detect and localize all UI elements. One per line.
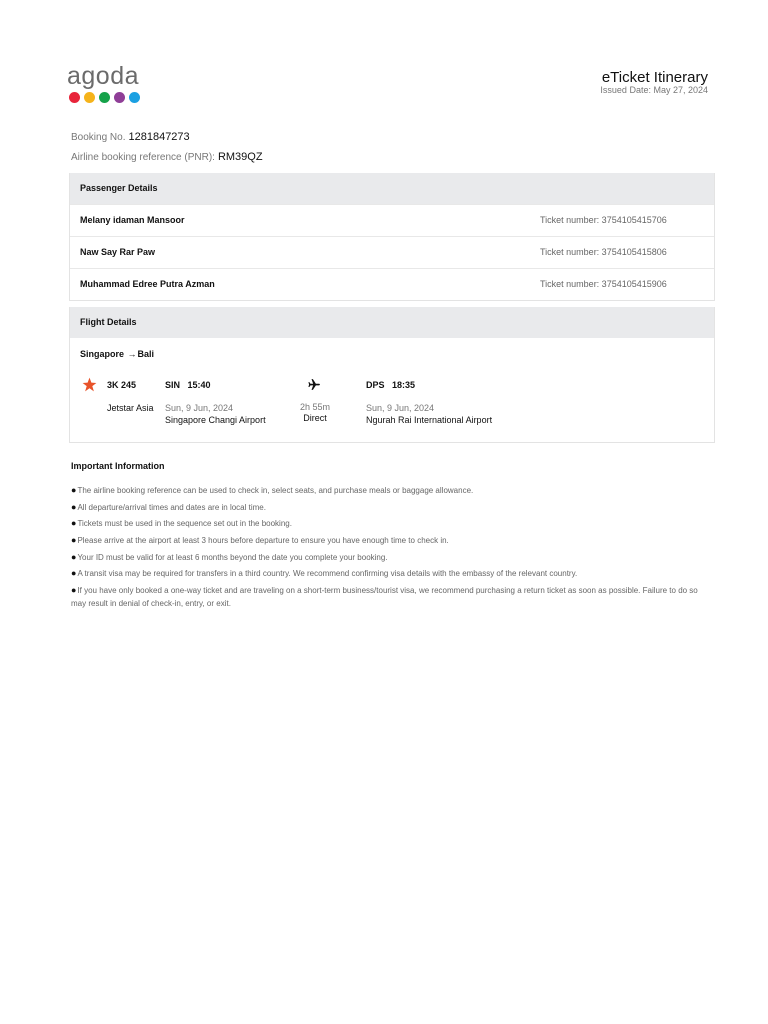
pnr (71, 151, 263, 163)
departure-code-time: SIN 15:40 (165, 380, 211, 390)
flight-details-heading: Flight Details (70, 307, 714, 338)
list-item (71, 584, 701, 610)
info-text: Tickets must be used in the sequence set out in the booking. (77, 519, 292, 529)
bullet-icon: ● (71, 518, 77, 529)
logo-dot-green (99, 92, 110, 103)
flight-number: 3K 245 (107, 380, 137, 390)
list-item (71, 567, 701, 581)
bullet-icon: ● (71, 535, 77, 546)
bullet-icon: ● (71, 501, 77, 512)
info-text: If you have only booked a one-way ticket and are traveling on a short-term business/tourist visa, we recommend purchasing a return ticket as soon as possible. Failure to do so may result in denial of check-in, entry, or exit. (71, 586, 698, 608)
important-info-heading: Important Information (71, 461, 165, 471)
list-item (71, 484, 701, 498)
logo-dot-red (69, 92, 80, 103)
passenger-row (70, 268, 714, 300)
route-destination: Bali (137, 349, 155, 359)
logo-text: agoda (67, 62, 140, 90)
list-item (71, 517, 701, 531)
booking-number (71, 131, 190, 143)
passenger-name: Naw Say Rar Paw (80, 247, 156, 257)
booking-number-value: 1281847273 (128, 131, 190, 143)
flight-duration: 2h 55m (299, 402, 331, 412)
route-origin: Singapore (80, 349, 125, 359)
passenger-name: Muhammad Edree Putra Azman (80, 279, 215, 289)
list-item (71, 551, 701, 565)
departure-airport: Singapore Changi Airport (165, 415, 266, 425)
flight-route (80, 349, 154, 359)
flight-stops: Direct (303, 413, 327, 423)
logo-dot-yellow (84, 92, 95, 103)
ticket-number: Ticket number: 3754105415906 (540, 279, 667, 289)
passenger-name: Melany idaman Mansoor (80, 215, 185, 225)
ticket-number: Ticket number: 3754105415806 (540, 247, 667, 257)
bullet-icon: ● (71, 568, 77, 579)
flight-details-section (69, 307, 715, 443)
passenger-row (70, 204, 714, 236)
bullet-icon: ● (71, 585, 77, 596)
pnr-label: Airline booking reference (PNR): (71, 152, 215, 163)
bullet-icon: ● (71, 485, 77, 495)
info-text: All departure/arrival times and dates are in local time. (77, 502, 266, 512)
jetstar-star-icon (82, 377, 97, 392)
important-info-list (71, 484, 701, 613)
info-text: Your ID must be valid for at least 6 months beyond the date you complete your booking. (77, 552, 388, 562)
airline-name: Jetstar Asia (107, 403, 154, 413)
info-text: A transit visa may be required for transfers in a third country. We recommend confirming visa details with the embassy of the relevant country. (77, 569, 578, 579)
airplane-icon (308, 378, 321, 391)
passenger-details-section (69, 173, 715, 301)
bullet-icon: ● (71, 551, 77, 562)
booking-number-label: Booking No. (71, 132, 126, 143)
ticket-number: Ticket number: 3754105415706 (540, 215, 667, 225)
issued-date: Issued Date: May 27, 2024 (600, 85, 708, 95)
list-item (71, 501, 701, 515)
info-text: The airline booking reference can be used to check in, select seats, and purchase meals or baggage allowance. (77, 486, 474, 495)
list-item (71, 534, 701, 548)
arrival-code-time: DPS 18:35 (366, 380, 416, 390)
arrival-airport: Ngurah Rai International Airport (366, 415, 493, 425)
info-text: Please arrive at the airport at least 3 hours before departure to ensure you have enough time to check in. (77, 536, 449, 546)
logo-dot-blue (129, 92, 140, 103)
arrival-date: Sun, 9 Jun, 2024 (366, 403, 435, 413)
page-title: eTicket Itinerary (601, 69, 708, 86)
agoda-logo (67, 64, 140, 103)
pnr-value: RM39QZ (217, 151, 263, 163)
route-arrow-icon: → (127, 349, 137, 359)
logo-dot-purple (114, 92, 125, 103)
passenger-details-heading: Passenger Details (70, 173, 714, 204)
passenger-row (70, 236, 714, 268)
logo-dots (69, 92, 140, 103)
departure-date: Sun, 9 Jun, 2024 (165, 403, 234, 413)
